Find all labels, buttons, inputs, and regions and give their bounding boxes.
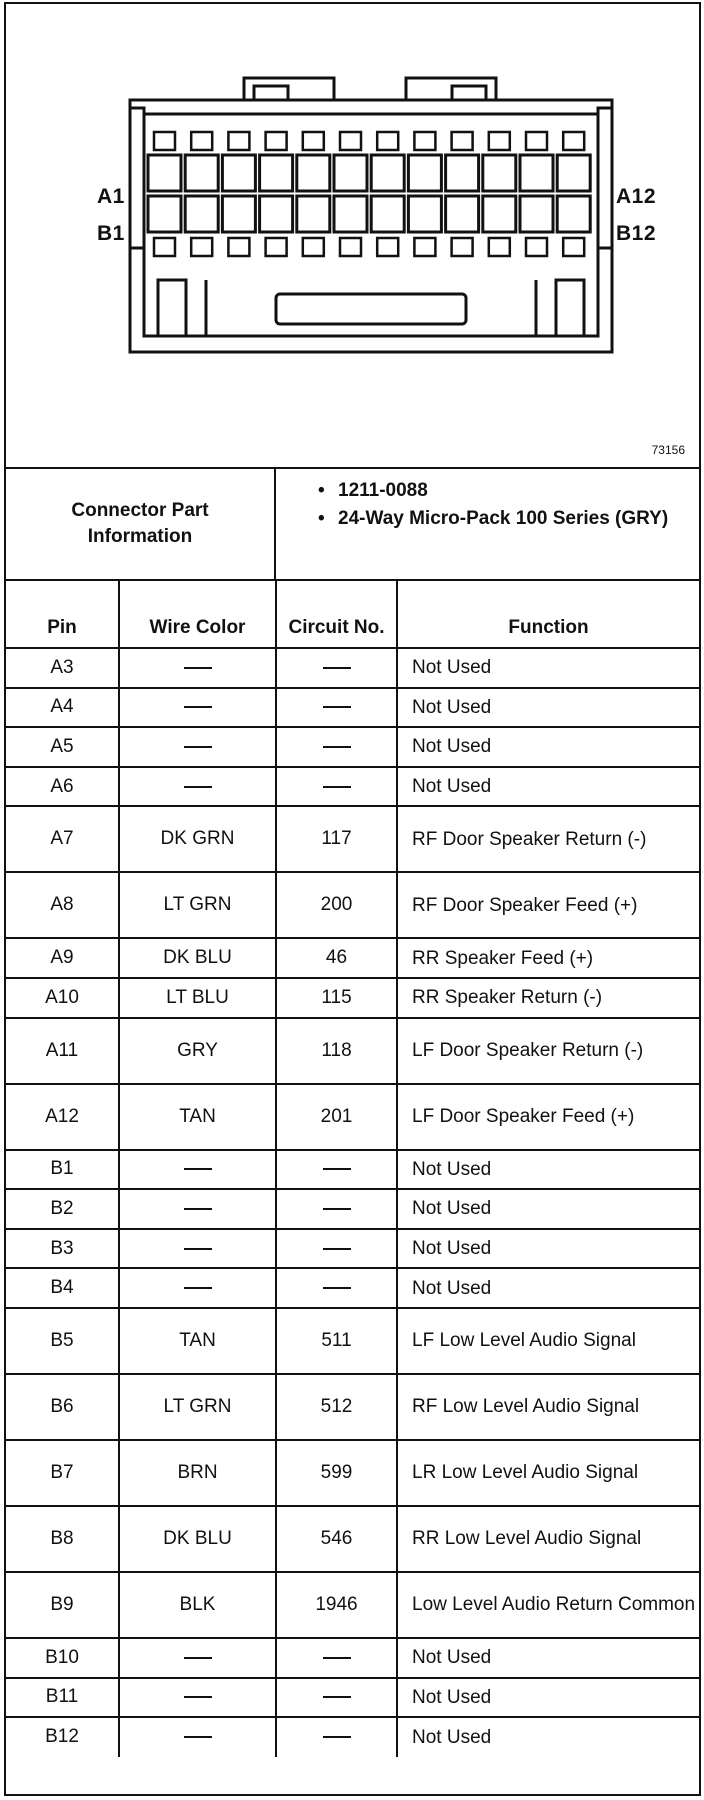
wire-color-cell: LT GRN [119,1374,276,1440]
circuit-cell: 599 [276,1440,397,1506]
pin-cell: A3 [6,648,119,688]
wire-color-cell: BLK [119,1572,276,1638]
table-row [6,1229,699,1269]
label-a1: A1 [97,185,125,208]
wire-color-cell [119,1638,276,1678]
none-dash [323,667,351,669]
pin-cell: B5 [6,1308,119,1374]
pin-cell: B7 [6,1440,119,1506]
pin-cell: A4 [6,688,119,728]
function-cell: Not Used [397,1268,699,1308]
pin-cell: B11 [6,1678,119,1718]
table-row [6,1638,699,1678]
function-cell: Not Used [397,727,699,767]
none-dash [323,1208,351,1210]
table-row [6,1506,699,1572]
circuit-cell: 546 [276,1506,397,1572]
wire-color-cell [119,688,276,728]
circuit-cell: 115 [276,978,397,1018]
function-cell: RR Low Level Audio Signal [397,1506,699,1572]
table-row [6,727,699,767]
circuit-cell: 511 [276,1308,397,1374]
pin-cell: B12 [6,1717,119,1757]
circuit-cell [276,1678,397,1718]
circuit-cell [276,1189,397,1229]
wire-color-cell [119,727,276,767]
pin-cell: B3 [6,1229,119,1269]
none-dash [184,1287,212,1289]
none-dash [323,746,351,748]
header-function: Function [397,581,699,648]
wire-color-cell: LT GRN [119,872,276,938]
wire-color-cell: DK GRN [119,806,276,872]
none-dash [184,667,212,669]
connector-diagram [6,4,699,469]
function-cell: RF Low Level Audio Signal [397,1374,699,1440]
table-row [6,688,699,728]
none-dash [323,1736,351,1738]
table-row [6,1018,699,1084]
header-circuit-no: Circuit No. [276,581,397,648]
circuit-cell: 1946 [276,1572,397,1638]
wire-color-cell: GRY [119,1018,276,1084]
none-dash [323,1287,351,1289]
wire-color-cell: BRN [119,1440,276,1506]
function-cell: RR Speaker Return (-) [397,978,699,1018]
function-cell: Not Used [397,648,699,688]
pin-cell: B9 [6,1572,119,1638]
none-dash [323,706,351,708]
pin-cell: B10 [6,1638,119,1678]
function-cell: LF Low Level Audio Signal [397,1308,699,1374]
pin-cell: A6 [6,767,119,807]
pin-cell: A9 [6,938,119,978]
pin-cell: A5 [6,727,119,767]
circuit-cell [276,1229,397,1269]
table-row [6,1440,699,1506]
circuit-cell: 46 [276,938,397,978]
table-header-row [6,581,699,648]
function-cell: Not Used [397,1229,699,1269]
pin-cell: B6 [6,1374,119,1440]
figure-reference-number: 73156 [651,443,685,457]
table-row [6,1678,699,1718]
table-row [6,1374,699,1440]
connector-description: • 24-Way Micro-Pack 100 Series (GRY) [316,507,699,531]
none-dash [323,1168,351,1170]
table-row [6,938,699,978]
table-row [6,872,699,938]
none-dash [184,1248,212,1250]
header-wire-color: Wire Color [119,581,276,648]
none-dash [323,1248,351,1250]
circuit-cell [276,1150,397,1190]
part-number: • 1211-0088 [316,479,699,503]
header-pin: Pin [6,581,119,648]
pin-cell: A11 [6,1018,119,1084]
function-cell: RF Door Speaker Feed (+) [397,872,699,938]
pin-cell: A7 [6,806,119,872]
wire-color-cell [119,1268,276,1308]
function-cell: RR Speaker Feed (+) [397,938,699,978]
none-dash [184,1168,212,1170]
pin-cell: B2 [6,1189,119,1229]
none-dash [184,1696,212,1698]
none-dash [323,786,351,788]
table-row [6,1268,699,1308]
function-cell: Not Used [397,767,699,807]
pin-cell: B4 [6,1268,119,1308]
wire-color-cell [119,1150,276,1190]
label-a12: A12 [616,185,657,208]
connector-info-title: Connector Part Information [6,469,276,579]
connector-part-info [6,469,699,581]
circuit-cell [276,727,397,767]
pinout-rows [6,648,699,1757]
wire-color-cell: TAN [119,1084,276,1150]
function-cell: Not Used [397,1678,699,1718]
circuit-cell [276,648,397,688]
circuit-cell: 200 [276,872,397,938]
pin-cell: B1 [6,1150,119,1190]
connector-sheet [4,2,701,1796]
table-row [6,648,699,688]
table-row [6,978,699,1018]
label-b1: B1 [97,222,125,245]
circuit-cell: 117 [276,806,397,872]
wire-color-cell [119,767,276,807]
table-row [6,1717,699,1757]
table-row [6,1084,699,1150]
table-row [6,1150,699,1190]
wire-color-cell [119,1229,276,1269]
function-cell: LF Door Speaker Feed (+) [397,1084,699,1150]
pin-cell: B8 [6,1506,119,1572]
wire-color-cell [119,1189,276,1229]
function-cell: Low Level Audio Return Common [397,1572,699,1638]
table-row [6,1308,699,1374]
wire-color-cell [119,1678,276,1718]
wire-color-cell [119,648,276,688]
pin-cell: A8 [6,872,119,938]
function-cell: LF Door Speaker Return (-) [397,1018,699,1084]
table-row [6,1572,699,1638]
pin-cell: A12 [6,1084,119,1150]
circuit-cell [276,1638,397,1678]
table-row [6,806,699,872]
none-dash [323,1657,351,1659]
none-dash [184,1208,212,1210]
circuit-cell: 201 [276,1084,397,1150]
wire-color-cell: DK BLU [119,938,276,978]
function-cell: RF Door Speaker Return (-) [397,806,699,872]
none-dash [184,746,212,748]
function-cell: Not Used [397,1150,699,1190]
table-row [6,767,699,807]
wire-color-cell: TAN [119,1308,276,1374]
pinout-table [6,581,699,1757]
none-dash [323,1696,351,1698]
wire-color-cell: LT BLU [119,978,276,1018]
wire-color-cell [119,1717,276,1757]
none-dash [184,786,212,788]
none-dash [184,1736,212,1738]
circuit-cell: 118 [276,1018,397,1084]
function-cell: LR Low Level Audio Signal [397,1440,699,1506]
connector-info-details [276,469,699,579]
pin-cell: A10 [6,978,119,1018]
table-row [6,1189,699,1229]
circuit-cell [276,1717,397,1757]
none-dash [184,706,212,708]
circuit-cell [276,1268,397,1308]
function-cell: Not Used [397,1717,699,1757]
circuit-cell [276,688,397,728]
wire-color-cell: DK BLU [119,1506,276,1572]
none-dash [184,1657,212,1659]
function-cell: Not Used [397,1189,699,1229]
function-cell: Not Used [397,688,699,728]
circuit-cell [276,767,397,807]
function-cell: Not Used [397,1638,699,1678]
circuit-cell: 512 [276,1374,397,1440]
label-b12: B12 [616,222,657,245]
